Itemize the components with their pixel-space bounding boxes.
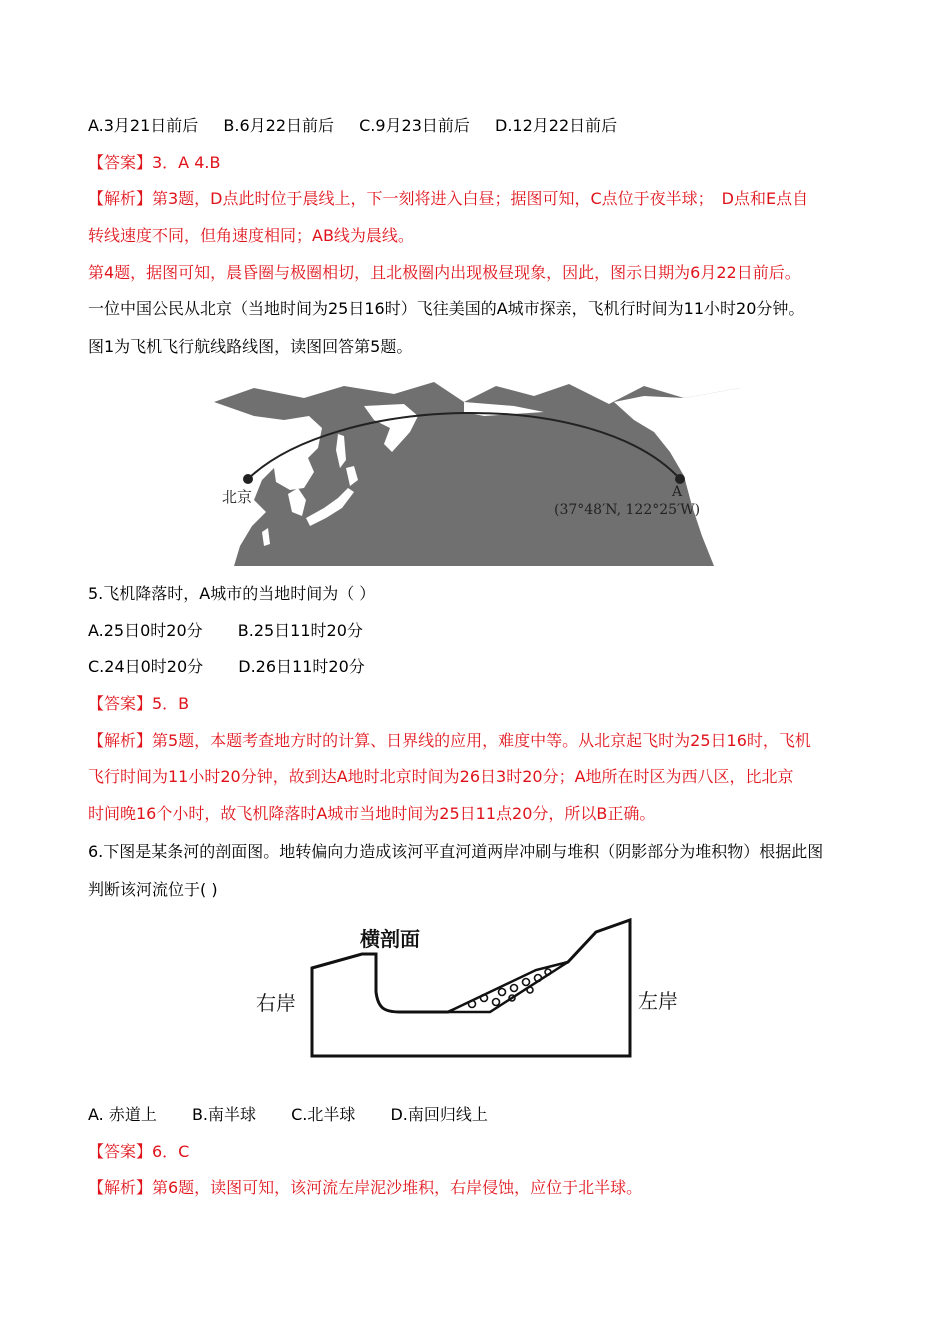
option-c: C.9月23日前后 xyxy=(359,116,470,135)
option-c: C.北半球 xyxy=(291,1105,356,1124)
option-a: A. 赤道上 xyxy=(88,1105,157,1124)
q6-analysis: 【解析】第6题，读图可知，该河流左岸泥沙堆积，右岸侵蚀，应位于北半球。 xyxy=(88,1178,643,1197)
city-a-label: A xyxy=(672,484,683,500)
option-a: A.25日0时20分 xyxy=(88,621,203,640)
q5-analysis-line-2: 飞行时间为11小时20分钟，故到达A地时北京时间为26日3时20分；A地所在时区为西八区，比北京 xyxy=(88,767,794,786)
q4-analysis-line-3: 第4题，据图可知，晨昏圈与极圈相切，且北极圈内出现极昼现象，因此，图示日期为6月22日前后。 xyxy=(88,263,801,282)
intro-line-2: 图1为飞机飞行航线路线图，读图回答第5题。 xyxy=(88,337,413,356)
q5-options-row-2 xyxy=(88,656,365,678)
q6-answer: 【答案】6．C xyxy=(88,1142,190,1161)
q4-analysis-line-2: 转线速度不同，但角速度相同；AB线为晨线。 xyxy=(88,226,414,245)
option-d: D.12月22日前后 xyxy=(495,116,618,135)
beijing-label: 北京 xyxy=(222,488,253,506)
option-b: B.6月22日前后 xyxy=(223,116,334,135)
q4-options xyxy=(88,115,617,137)
left-bank-label: 左岸 xyxy=(638,989,678,1013)
option-c: C.24日0时20分 xyxy=(88,657,204,676)
q5-analysis-line-1: 【解析】第5题，本题考查地方时的计算、日界线的应用，难度中等。从北京起飞时为25日16时，飞机 xyxy=(88,731,811,750)
city-a-point xyxy=(675,474,685,484)
city-a-coordinates: (37°48′N, 122°25′W) xyxy=(554,502,701,518)
option-b: B.南半球 xyxy=(191,1105,257,1124)
intro-line-1: 一位中国公民从北京（当地时间为25日16时）飞往美国的A城市探亲，飞机行时间为11小时20分钟。 xyxy=(88,299,805,318)
q5-answer: 【答案】5．B xyxy=(88,694,190,713)
beijing-point xyxy=(243,474,253,484)
river-cross-section xyxy=(250,912,690,1072)
flight-route-map xyxy=(214,376,740,566)
q4-answer: 【答案】3．A 4.B xyxy=(88,153,221,172)
q5-stem: 5.飞机降落时，A城市的当地时间为（ ） xyxy=(88,584,376,603)
q6-options xyxy=(88,1104,488,1126)
q5-options-row-1 xyxy=(88,620,363,642)
q6-stem-line-1: 6.下图是某条河的剖面图。地转偏向力造成该河平直河道两岸冲刷与堆积（阴影部分为堆积物）根据此图 xyxy=(88,842,824,861)
q6-stem-line-2: 判断该河流位于( ) xyxy=(88,880,218,899)
option-a: A.3月21日前后 xyxy=(88,116,199,135)
option-d: D.26日11时20分 xyxy=(238,657,365,676)
figure-title: 横剖面 xyxy=(360,927,420,951)
q4-analysis-line-1: 【解析】第3题，D点此时位于晨线上，下一刻将进入白昼；据图可知，C点位于夜半球； D点和E点自 xyxy=(88,189,809,208)
right-bank-label: 右岸 xyxy=(256,991,296,1015)
option-b: B.25日11时20分 xyxy=(237,621,363,640)
option-d: D.南回归线上 xyxy=(390,1105,488,1124)
q5-analysis-line-3: 时间晚16个小时，故飞机降落时A城市当地时间为25日11点20分，所以B正确。 xyxy=(88,804,656,823)
